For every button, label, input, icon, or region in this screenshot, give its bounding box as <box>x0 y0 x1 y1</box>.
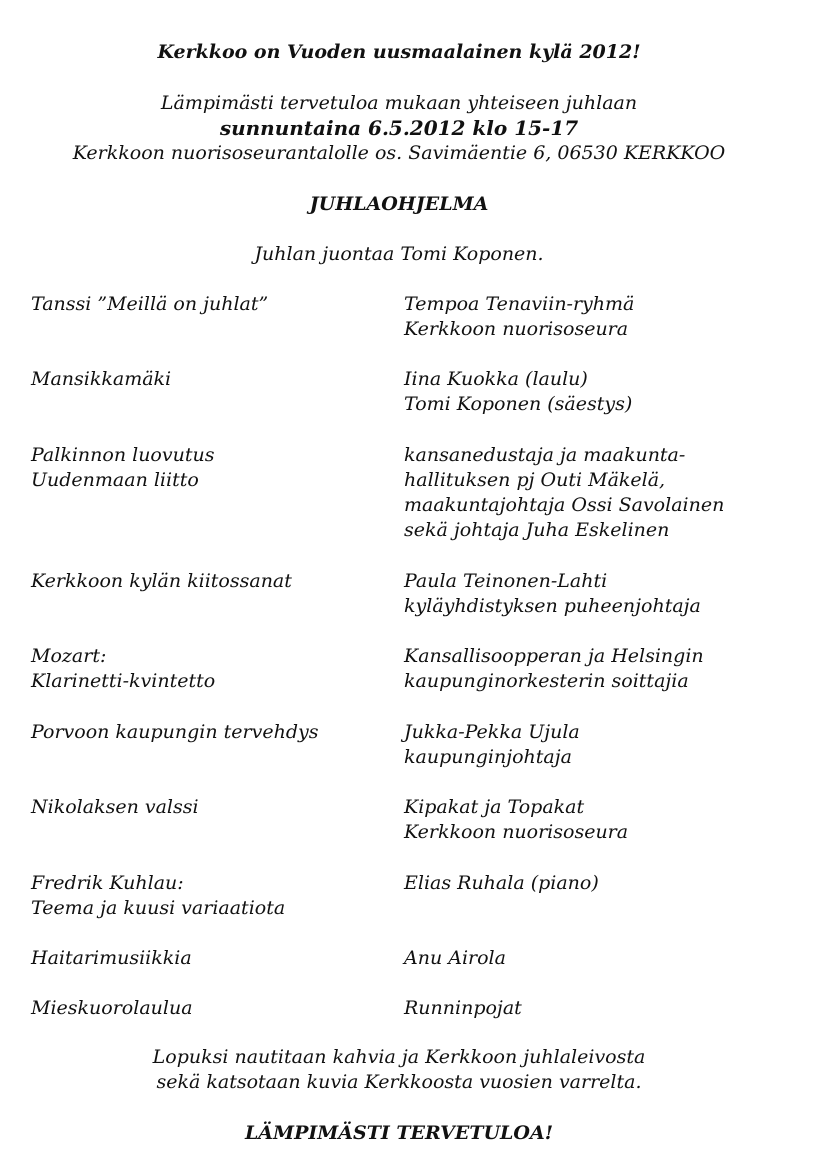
program-item-line: Haitarimusiikkia <box>31 947 192 969</box>
program-item <box>31 996 391 1021</box>
invitation-line: Lämpimästi tervetuloa mukaan yhteiseen juhlaan <box>160 92 638 114</box>
program-item-line: Mieskuorolaulua <box>31 997 193 1019</box>
program-performer <box>404 946 804 971</box>
program-performer <box>404 720 804 770</box>
program-item <box>31 367 391 392</box>
program-performer <box>404 569 804 619</box>
program-item-line: Palkinnon luovutus <box>31 444 215 466</box>
program-performer-line: Kerkkoon nuorisoseura <box>404 821 629 843</box>
closing-line-2: sekä katsotaan kuvia Kerkkoosta vuosien varrelta. <box>156 1071 642 1093</box>
program-performer-line: Runninpojat <box>404 997 522 1019</box>
program-performer <box>404 367 804 417</box>
program-performer <box>404 644 804 694</box>
final-greeting: LÄMPIMÄSTI TERVETULOA! <box>244 1122 554 1144</box>
program-performer-line: kaupunginjohtaja <box>404 746 572 768</box>
program-item <box>31 443 391 493</box>
program-performer-line: Tomi Koponen (säestys) <box>404 393 633 415</box>
program-item-line: Mansikkamäki <box>31 368 172 390</box>
host-line: Juhlan juontaa Tomi Koponen. <box>254 243 544 265</box>
program-performer-line: kansanedustaja ja maakunta- <box>404 444 686 466</box>
event-location: Kerkkoon nuorisoseurantalolle os. Savimäentie 6, 06530 KERKKOO <box>72 142 726 164</box>
page-title: Kerkkoo on Vuoden uusmaalainen kylä 2012! <box>157 41 641 63</box>
program-item-line: Kerkkoon kylän kiitossanat <box>31 570 292 592</box>
program-performer <box>404 871 804 896</box>
program-performer <box>404 996 804 1021</box>
program-performer <box>404 443 804 543</box>
invitation-block <box>0 91 798 166</box>
program-performer-line: sekä johtaja Juha Eskelinen <box>404 519 670 541</box>
program-performer-line: Kipakat ja Topakat <box>404 796 585 818</box>
program-item-line: Mozart: <box>31 645 107 667</box>
program-item <box>31 871 391 921</box>
program-item <box>31 946 391 971</box>
program-item <box>31 292 391 317</box>
program-performer-line: Kansallisoopperan ja Helsingin <box>404 645 704 667</box>
program-item <box>31 569 391 594</box>
program-item-line: Nikolaksen valssi <box>31 796 199 818</box>
program-performer-line: Elias Ruhala (piano) <box>404 872 599 894</box>
program-performer-line: Paula Teinonen-Lahti <box>404 570 608 592</box>
closing-block <box>0 1045 798 1095</box>
program-performer-line: hallituksen pj Outi Mäkelä, <box>404 469 666 491</box>
program-item-line: Fredrik Kuhlau: <box>31 872 184 894</box>
program-performer <box>404 292 804 342</box>
program-performer-line: kyläyhdistyksen puheenjohtaja <box>404 595 701 617</box>
program-performer-line: maakuntajohtaja Ossi Savolainen <box>404 494 725 516</box>
program-item <box>31 644 391 694</box>
program-performer-line: Jukka-Pekka Ujula <box>404 721 580 743</box>
program-performer <box>404 795 804 845</box>
closing-line-1: Lopuksi nautitaan kahvia ja Kerkkoon juhlaleivosta <box>152 1046 646 1068</box>
program-item <box>31 720 391 745</box>
program-item-line: Porvoon kaupungin tervehdys <box>31 721 319 743</box>
program-performer-line: Anu Airola <box>404 947 506 969</box>
program-performer-line: kaupunginorkesterin soittajia <box>404 670 689 692</box>
program-item-line: Tanssi ”Meillä on juhlat” <box>31 293 269 315</box>
program-heading: JUHLAOHJELMA <box>309 193 489 215</box>
program-performer-line: Kerkkoon nuorisoseura <box>404 318 629 340</box>
event-date: sunnuntaina 6.5.2012 klo 15-17 <box>219 116 579 140</box>
program-item <box>31 795 391 820</box>
program-item-line: Teema ja kuusi variaatiota <box>31 897 286 919</box>
program-performer-line: Tempoa Tenaviin-ryhmä <box>404 293 635 315</box>
program-performer-line: Iina Kuokka (laulu) <box>404 368 588 390</box>
program-item-line: Uudenmaan liitto <box>31 469 199 491</box>
program-item-line: Klarinetti-kvintetto <box>31 670 216 692</box>
